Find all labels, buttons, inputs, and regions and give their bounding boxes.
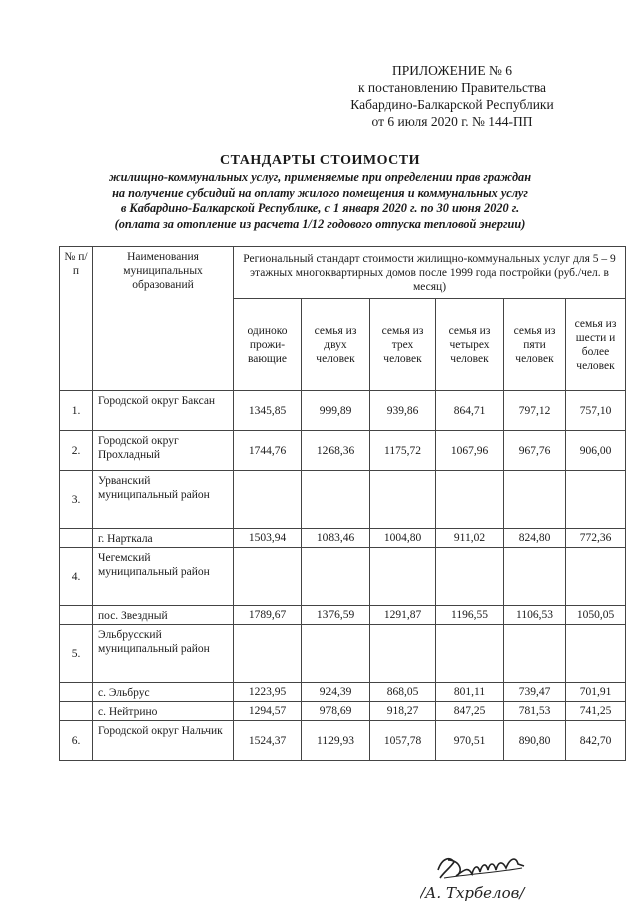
row-value: 842,70 <box>566 721 626 761</box>
row-number <box>60 683 93 702</box>
row-value: 797,12 <box>504 391 566 431</box>
table-row <box>60 721 626 761</box>
row-value: 1294,57 <box>234 702 302 721</box>
row-value: 868,05 <box>370 683 436 702</box>
row-number: 5. <box>60 625 93 683</box>
row-municipality: с. Нейтрино <box>93 702 234 721</box>
row-value: 1106,53 <box>504 606 566 625</box>
row-value: 757,10 <box>566 391 626 431</box>
document-subtitle: на получение субсидий на оплату жилого помещения и коммунальных услуг <box>112 185 528 200</box>
table-row <box>60 625 626 683</box>
row-value: 1004,80 <box>370 529 436 548</box>
table-row <box>60 606 626 625</box>
document-title-block <box>60 152 580 232</box>
table-row <box>60 702 626 721</box>
row-value: 939,86 <box>370 391 436 431</box>
row-value: 1345,85 <box>234 391 302 431</box>
row-value <box>566 548 626 606</box>
row-value: 772,36 <box>566 529 626 548</box>
row-value: 978,69 <box>302 702 370 721</box>
header-regional-standard: Региональный стандарт стоимости жилищно-коммунальных услуг для 5 – 9 этажных многоквартирных домов после 1999 года постройки (руб./чел. в месяц) <box>234 247 626 299</box>
row-value: 1067,96 <box>436 431 504 471</box>
row-value: 1175,72 <box>370 431 436 471</box>
row-value <box>566 471 626 529</box>
row-number: 6. <box>60 721 93 761</box>
signature <box>420 848 620 903</box>
row-number: 3. <box>60 471 93 529</box>
row-value <box>302 625 370 683</box>
row-value: 1291,87 <box>370 606 436 625</box>
signature-name: /А. Тхрбелов/ <box>420 884 525 902</box>
row-number: 2. <box>60 431 93 471</box>
row-value: 911,02 <box>436 529 504 548</box>
row-municipality: Городской округ Баксан <box>93 391 234 431</box>
row-value: 781,53 <box>504 702 566 721</box>
row-municipality: г. Нарткала <box>93 529 234 548</box>
document-subtitle: жилищно-коммунальных услуг, применяемые при определении прав граждан <box>108 170 532 184</box>
row-value <box>234 548 302 606</box>
row-value: 1057,78 <box>370 721 436 761</box>
appendix-line: к постановлению Правительства <box>357 80 547 95</box>
appendix-block <box>322 62 582 130</box>
row-number <box>60 529 93 548</box>
row-value: 864,71 <box>436 391 504 431</box>
row-municipality: Городской округ Нальчик <box>93 721 234 761</box>
table-row <box>60 529 626 548</box>
header-number: № п/п <box>60 247 93 391</box>
row-value <box>504 471 566 529</box>
header-family-6: семья из шести и более человек <box>566 299 626 391</box>
row-municipality: Городской округ Прохладный <box>93 431 234 471</box>
row-value <box>436 548 504 606</box>
row-value: 1503,94 <box>234 529 302 548</box>
table-row <box>60 431 626 471</box>
row-number <box>60 606 93 625</box>
header-family-4: семья из четырех человек <box>436 299 504 391</box>
row-municipality: Чегемский муниципальный район <box>93 548 234 606</box>
row-value: 970,51 <box>436 721 504 761</box>
row-value <box>436 625 504 683</box>
header-family-3: семья из трех человек <box>370 299 436 391</box>
row-value: 1050,05 <box>566 606 626 625</box>
row-value <box>566 625 626 683</box>
row-value: 1376,59 <box>302 606 370 625</box>
row-value <box>302 471 370 529</box>
row-value: 1129,93 <box>302 721 370 761</box>
row-value <box>504 625 566 683</box>
document-subtitle: (оплата за отопление из расчета 1/12 годового отпуска тепловой энергии) <box>114 216 526 231</box>
row-value: 1524,37 <box>234 721 302 761</box>
row-number: 4. <box>60 548 93 606</box>
row-value: 918,27 <box>370 702 436 721</box>
header-single: одиноко прожи-вающие <box>234 299 302 391</box>
appendix-date: от 6 июля 2020 г. № 144-ПП <box>371 114 533 129</box>
document-subtitle: в Кабардино-Балкарской Республике, с 1 января 2020 г. по 30 июня 2020 г. <box>120 201 520 215</box>
row-municipality: Эльбрусский муниципальный район <box>93 625 234 683</box>
row-municipality: пос. Звездный <box>93 606 234 625</box>
table-row <box>60 391 626 431</box>
row-municipality: Урванский муниципальный район <box>93 471 234 529</box>
row-value: 1196,55 <box>436 606 504 625</box>
table-row <box>60 471 626 529</box>
row-value: 801,11 <box>436 683 504 702</box>
row-value: 1744,76 <box>234 431 302 471</box>
table-row <box>60 683 626 702</box>
appendix-title: ПРИЛОЖЕНИЕ № 6 <box>391 63 513 78</box>
row-municipality: с. Эльбрус <box>93 683 234 702</box>
document-title: СТАНДАРТЫ СТОИМОСТИ <box>220 153 420 168</box>
row-value <box>370 548 436 606</box>
row-value: 741,25 <box>566 702 626 721</box>
row-value <box>234 471 302 529</box>
row-value: 999,89 <box>302 391 370 431</box>
row-value: 1083,46 <box>302 529 370 548</box>
row-value: 967,76 <box>504 431 566 471</box>
row-value: 1268,36 <box>302 431 370 471</box>
header-municipality: Наименования муниципальных образований <box>93 247 234 391</box>
row-number: 1. <box>60 391 93 431</box>
row-value <box>370 471 436 529</box>
header-family-5: семья из пяти человек <box>504 299 566 391</box>
row-value: 701,91 <box>566 683 626 702</box>
row-value: 890,80 <box>504 721 566 761</box>
row-value <box>504 548 566 606</box>
row-value: 847,25 <box>436 702 504 721</box>
appendix-line: Кабардино-Балкарской Республики <box>350 97 554 112</box>
row-value: 1223,95 <box>234 683 302 702</box>
row-value: 739,47 <box>504 683 566 702</box>
row-value <box>234 625 302 683</box>
row-value <box>436 471 504 529</box>
header-family-2: семья из двух человек <box>302 299 370 391</box>
handwritten-signature <box>420 848 620 903</box>
row-value <box>370 625 436 683</box>
row-value: 906,00 <box>566 431 626 471</box>
row-number <box>60 702 93 721</box>
row-value: 1789,67 <box>234 606 302 625</box>
standards-table <box>59 246 626 761</box>
row-value: 924,39 <box>302 683 370 702</box>
row-value <box>302 548 370 606</box>
table-row <box>60 548 626 606</box>
row-value: 824,80 <box>504 529 566 548</box>
